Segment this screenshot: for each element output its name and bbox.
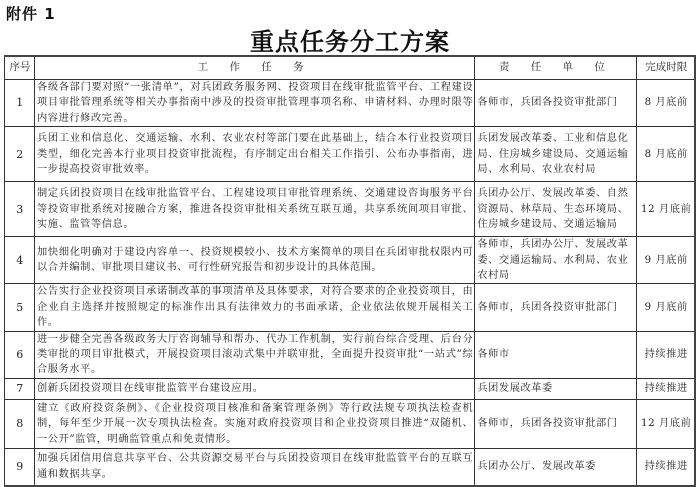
row-unit: 各师市，兵团各投资审批部门 (475, 399, 637, 448)
row-deadline: 8 月底前 (637, 80, 695, 127)
row-task: 加快细化明确对于建设内容单一、投资规模较小、技术方案简单的项目在兵团审批权限内可以合并编制、审批项目建议书、可行性研究报告和初步设计的具体范围。 (35, 237, 475, 284)
row-deadline: 持续推进 (637, 448, 695, 486)
row-unit: 兵团办公厅、发展改革委 (475, 448, 637, 486)
task-table (4, 55, 696, 487)
row-task: 公告实行企业投资项目承诺制改革的事项清单及具体要求，对符合要求的企业投资项目，由企业自主选择并按照规定的标准作出具有法律效力的书面承诺，企业依法依规开展相关工作。 (35, 284, 475, 331)
row-seq: 7 (5, 378, 35, 399)
row-seq: 6 (5, 331, 35, 378)
table-row (5, 80, 696, 127)
attachment-label: 附件 1 (6, 5, 56, 23)
row-deadline: 9 月底前 (637, 237, 695, 284)
row-seq: 2 (5, 127, 35, 182)
document-title: 重点任务分工方案 (250, 27, 450, 56)
row-task: 制定兵团投资项目在线审批监管平台、工程建设项目审批管理系统、交通建设咨询服务平台等投资审批系统对接融合方案，推进各投资审批相关系统互联互通，共享系统间项目审批、实施、监管等信息。 (35, 182, 475, 237)
table-row (5, 331, 696, 378)
row-task: 各级各部门要对照“一张清单”，对兵团政务服务网、投资项目在线审批监管平台、工程建设项目审批管理系统等相关办事指南中涉及的投资审批管理事项名称、申请材料、办理时限等内容进行修改完善。 (35, 80, 475, 127)
row-unit: 各师市 (475, 331, 637, 378)
row-task: 进一步健全完善各级政务大厅咨询辅导和帮办、代办工作机制，实行前台综合受理、后台分类审批的项目审批模式，开展投资项目滚动式集中并联审批，全面提升投资审批“一站式”综合服务水平。 (35, 331, 475, 378)
row-unit: 兵团发展改革委、工业和信息化局、住房城乡建设局、交通运输局、水利局、农业农村局 (475, 127, 637, 182)
header-seq: 序号 (5, 56, 35, 80)
row-deadline: 12 月底前 (637, 399, 695, 448)
row-deadline: 9 月底前 (637, 284, 695, 331)
table-row (5, 448, 696, 486)
header-deadline: 完成时限 (637, 56, 695, 80)
row-deadline: 持续推进 (637, 331, 695, 378)
row-task: 建立《政府投资条例》、《企业投资项目核准和备案管理条例》等行政法规专项执法检查机制，每年至少开展一次专项执法检查。实施对政府投资项目和企业投资项目推进“双随机、一公开”监管，明确监管重点和免责情形。 (35, 399, 475, 448)
row-seq: 3 (5, 182, 35, 237)
table-row (5, 284, 696, 331)
table-row (5, 378, 696, 399)
row-unit: 各师市，兵团各投资审批部门 (475, 80, 637, 127)
table-row (5, 182, 696, 237)
row-deadline: 12 月底前 (637, 182, 695, 237)
row-deadline: 持续推进 (637, 378, 695, 399)
row-task: 加强兵团信用信息共享平台、公共资源交易平台与兵团投资项目在线审批监管平台的互联互通和数据共享。 (35, 448, 475, 486)
table-row (5, 127, 696, 182)
header-unit: 责 任 单 位 (475, 56, 637, 80)
row-deadline: 8 月底前 (637, 127, 695, 182)
row-seq: 8 (5, 399, 35, 448)
row-unit: 兵团发展改革委 (475, 378, 637, 399)
row-task: 兵团工业和信息化、交通运输、水利、农业农村等部门要在此基础上，结合本行业投资项目类型，细化完善本行业项目投资审批流程，有序制定出台相关工作指引、公布办事指南，进一步提高投资审批效率。 (35, 127, 475, 182)
table-header-row (5, 56, 696, 80)
row-task: 创新兵团投资项目在线审批监管平台建设应用。 (35, 378, 475, 399)
row-seq: 4 (5, 237, 35, 284)
row-unit: 各师市，兵团各投资审批部门 (475, 284, 637, 331)
row-seq: 5 (5, 284, 35, 331)
row-unit: 各师市，兵团办公厅、发展改革委、交通运输局、水利局、农业农村局 (475, 237, 637, 284)
header-task: 工 作 任 务 (35, 56, 475, 80)
row-seq: 1 (5, 80, 35, 127)
row-unit: 兵团办公厅、发展改革委、自然资源局、林草局、生态环境局、住房城乡建设局、交通运输局 (475, 182, 637, 237)
table-row (5, 237, 696, 284)
table-row (5, 399, 696, 448)
row-seq: 9 (5, 448, 35, 486)
